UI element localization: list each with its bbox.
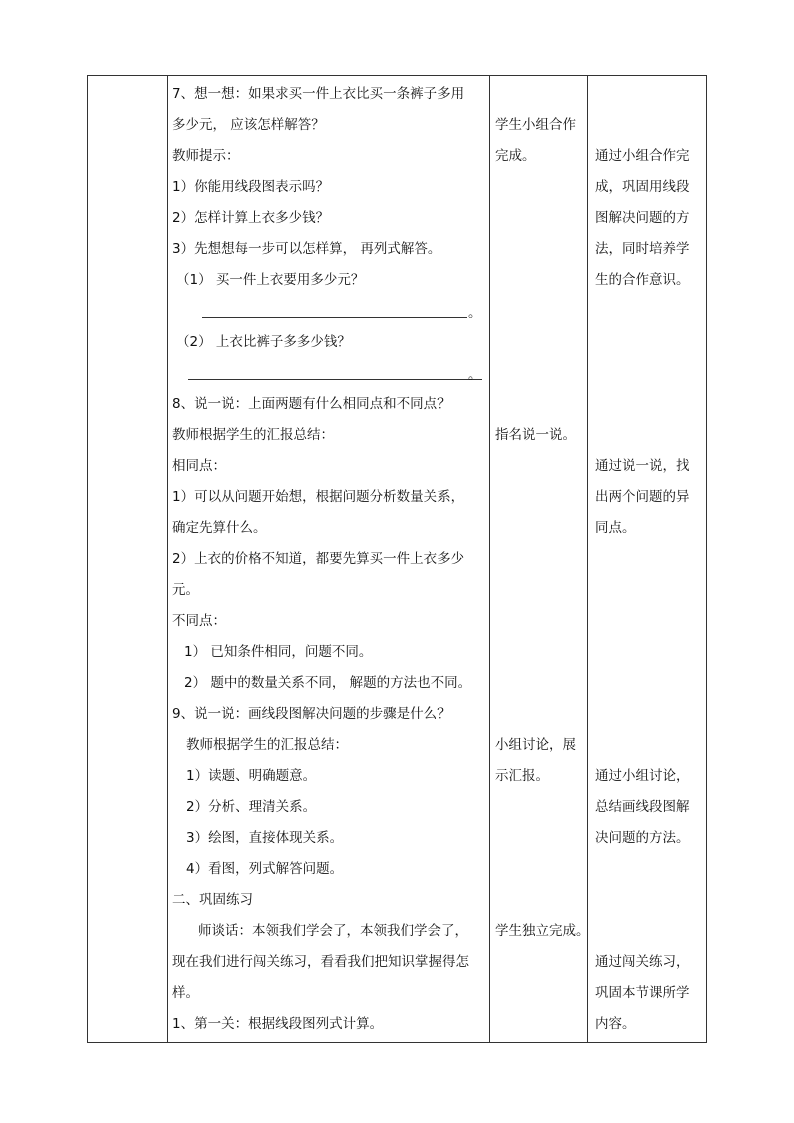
lesson-text-line: 8、说一说：上面两题有什么相同点和不同点？: [172, 396, 451, 412]
design-intent-line: 法，同时培养学: [595, 241, 690, 257]
lesson-text-line: 不同点：: [172, 613, 226, 629]
lesson-text-line: 2）上衣的价格不知道，都要先算买一件上衣多少: [172, 551, 465, 567]
table-column-divider: [489, 75, 490, 1043]
lesson-text-line: 4）看图，列式解答问题。: [186, 861, 344, 877]
student-activity-line: 学生小组合作: [495, 117, 576, 133]
lesson-text-line: 样。: [172, 985, 199, 1001]
design-intent-line: 成，巩固用线段: [595, 179, 690, 195]
answer-blank-line: [188, 379, 482, 380]
design-intent-line: 通过小组合作完: [595, 148, 690, 164]
design-intent-line: 同点。: [595, 520, 636, 536]
lesson-text-line: 7、想一想：如果求买一件上衣比买一条裤子多用: [172, 86, 465, 102]
lesson-text-line: 二、巩固练习: [172, 892, 253, 908]
design-intent-line: 通过说一说，找: [595, 458, 690, 474]
design-intent-line: 图解决问题的方: [595, 210, 690, 226]
lesson-text-line: 相同点：: [172, 458, 226, 474]
design-intent-line: 内容。: [595, 1016, 636, 1032]
lesson-text-line: 1）读题、明确题意。: [186, 768, 317, 784]
lesson-text-line: 2）分析、理清关系。: [186, 799, 317, 815]
student-activity-line: 指名说一说。: [495, 427, 576, 443]
lesson-text-line: 1、第一关：根据线段图列式计算。: [172, 1016, 384, 1032]
design-intent-line: 总结画线段图解: [595, 799, 690, 815]
design-intent-line: 通过小组讨论，: [595, 768, 690, 784]
lesson-text-line: 1）你能用线段图表示吗？: [172, 179, 330, 195]
answer-blank-end: 。: [468, 305, 482, 321]
lesson-text-line: 教师根据学生的汇报总结：: [186, 737, 348, 753]
lesson-text-line: 9、说一说：画线段图解决问题的步骤是什么？: [172, 706, 451, 722]
table-column-divider: [167, 75, 168, 1043]
table-column-divider: [587, 75, 588, 1043]
lesson-text-line: （2） 上衣比裤子多多少钱？: [176, 334, 351, 350]
lesson-text-line: 现在我们进行闯关练习，看看我们把知识掌握得怎: [172, 954, 469, 970]
lesson-text-line: 多少元， 应该怎样解答？: [172, 117, 325, 133]
lesson-text-line: 教师根据学生的汇报总结：: [172, 427, 334, 443]
design-intent-line: 生的合作意识。: [595, 272, 690, 288]
design-intent-line: 巩固本节课所学: [595, 985, 690, 1001]
student-activity-line: 完成。: [495, 148, 536, 164]
answer-blank-end: 。: [468, 367, 482, 383]
lesson-text-line: 教师提示：: [172, 148, 240, 164]
design-intent-line: 决问题的方法。: [595, 830, 690, 846]
lesson-text-line: 3）先想想每一步可以怎样算， 再列式解答。: [172, 241, 442, 257]
student-activity-line: 示汇报。: [495, 768, 549, 784]
lesson-text-line: 1） 已知条件相同，问题不同。: [184, 644, 373, 660]
student-activity-line: 学生独立完成。: [495, 923, 590, 939]
lesson-text-line: 2）怎样计算上衣多少钱？: [172, 210, 330, 226]
lesson-text-line: 确定先算什么。: [172, 520, 267, 536]
lesson-text-line: 1）可以从问题开始想，根据问题分析数量关系，: [172, 489, 465, 505]
design-intent-line: 出两个问题的异: [595, 489, 690, 505]
lesson-text-line: 元。: [172, 582, 199, 598]
student-activity-line: 小组讨论，展: [495, 737, 576, 753]
design-intent-line: 通过闯关练习，: [595, 954, 690, 970]
answer-blank-line: [202, 317, 467, 318]
lesson-text-line: 3）绘图，直接体现关系。: [186, 830, 344, 846]
lesson-text-line: （1） 买一件上衣要用多少元？: [176, 272, 365, 288]
lesson-text-line: 2） 题中的数量关系不同， 解题的方法也不同。: [184, 675, 472, 691]
lesson-text-line: 师谈话：本领我们学会了，本领我们学会了，: [198, 923, 468, 939]
